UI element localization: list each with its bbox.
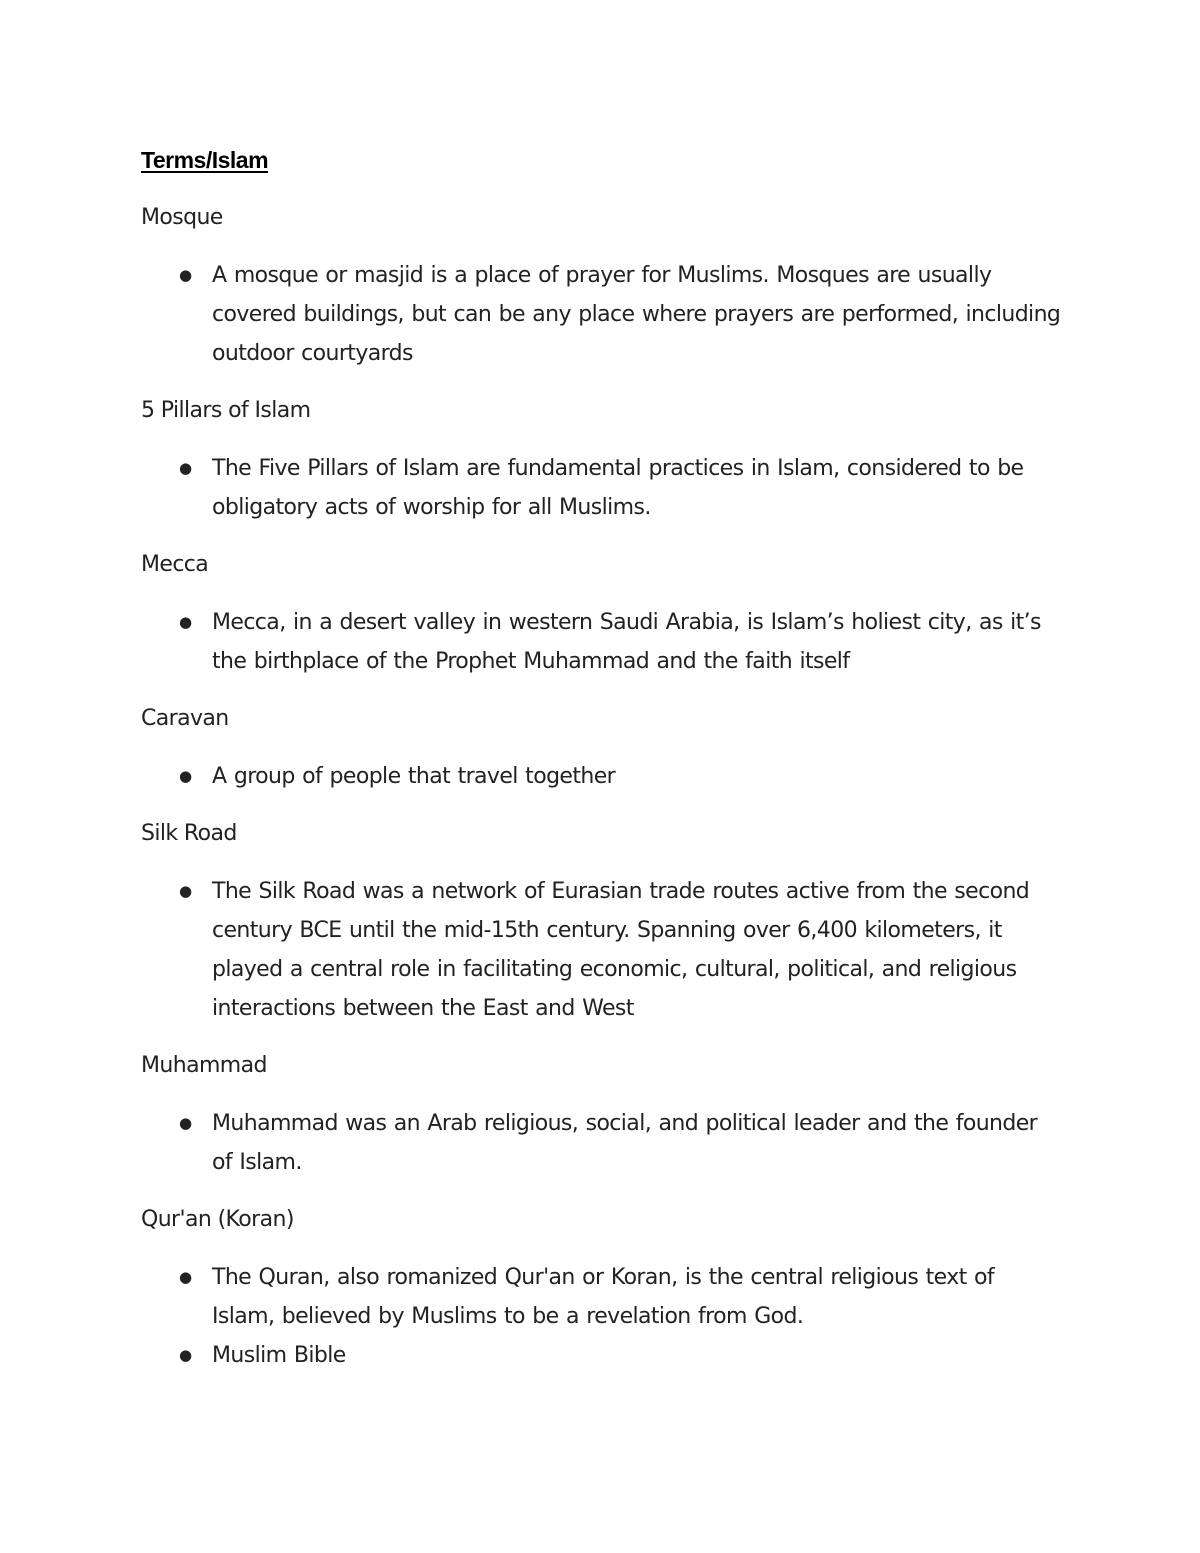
bullet-icon: ● bbox=[179, 266, 192, 284]
term-section bbox=[141, 1046, 1061, 1182]
document-page bbox=[141, 140, 1061, 1393]
definition-item bbox=[141, 757, 1061, 796]
definition-text: Muhammad was an Arab religious, social, and political leader and the founder of Islam. bbox=[212, 1111, 1038, 1175]
term-heading: 5 Pillars of Islam bbox=[141, 398, 311, 423]
definition-list bbox=[141, 1104, 1061, 1182]
term-heading: Mecca bbox=[141, 552, 209, 577]
definition-list bbox=[141, 1258, 1061, 1375]
definition-list bbox=[141, 757, 1061, 796]
term-heading: Mosque bbox=[141, 205, 223, 230]
definition-item bbox=[141, 1104, 1061, 1182]
term-heading: Caravan bbox=[141, 706, 229, 731]
definition-item bbox=[141, 1336, 1061, 1375]
definition-text: A group of people that travel together bbox=[212, 764, 616, 789]
term-section bbox=[141, 391, 1061, 527]
term-section bbox=[141, 1200, 1061, 1375]
document-title: Terms/Islam bbox=[141, 147, 269, 173]
definition-list bbox=[141, 872, 1061, 1028]
bullet-icon: ● bbox=[179, 459, 192, 477]
bullet-icon: ● bbox=[179, 1114, 192, 1132]
definition-item bbox=[141, 449, 1061, 527]
bullet-icon: ● bbox=[179, 1346, 192, 1364]
bullet-icon: ● bbox=[179, 613, 192, 631]
definition-item bbox=[141, 603, 1061, 681]
bullet-icon: ● bbox=[179, 882, 192, 900]
definition-list bbox=[141, 256, 1061, 373]
definition-item bbox=[141, 872, 1061, 1028]
term-section bbox=[141, 545, 1061, 681]
definition-text: A mosque or masjid is a place of prayer for Muslims. Mosques are usually covered buildings, but can be any place where prayers are performed, including outdoor courtyards bbox=[212, 263, 1061, 366]
definition-text: The Five Pillars of Islam are fundamental practices in Islam, considered to be obligatory acts of worship for all Muslims. bbox=[212, 456, 1024, 520]
term-section bbox=[141, 814, 1061, 1028]
definition-text: The Quran, also romanized Qur'an or Koran, is the central religious text of Islam, believed by Muslims to be a revelation from God. bbox=[212, 1265, 995, 1329]
term-heading: Silk Road bbox=[141, 821, 237, 846]
bullet-icon: ● bbox=[179, 1268, 192, 1286]
definition-item bbox=[141, 256, 1061, 373]
definition-item bbox=[141, 1258, 1061, 1336]
term-heading: Muhammad bbox=[141, 1053, 267, 1078]
term-section bbox=[141, 699, 1061, 796]
term-heading: Qur'an (Koran) bbox=[141, 1207, 294, 1232]
definition-list bbox=[141, 603, 1061, 681]
definition-text: Mecca, in a desert valley in western Saudi Arabia, is Islam’s holiest city, as it’s the birthplace of the Prophet Muhammad and the faith itself bbox=[212, 610, 1041, 674]
definition-list bbox=[141, 449, 1061, 527]
definition-text: The Silk Road was a network of Eurasian trade routes active from the second century BCE until the mid-15th century. Spanning over 6,400 kilometers, it played a central role in facilitating economic, cultural, political, and religious interactions between the East and West bbox=[212, 879, 1030, 1021]
bullet-icon: ● bbox=[179, 767, 192, 785]
definition-text: Muslim Bible bbox=[212, 1343, 346, 1368]
term-section bbox=[141, 198, 1061, 373]
